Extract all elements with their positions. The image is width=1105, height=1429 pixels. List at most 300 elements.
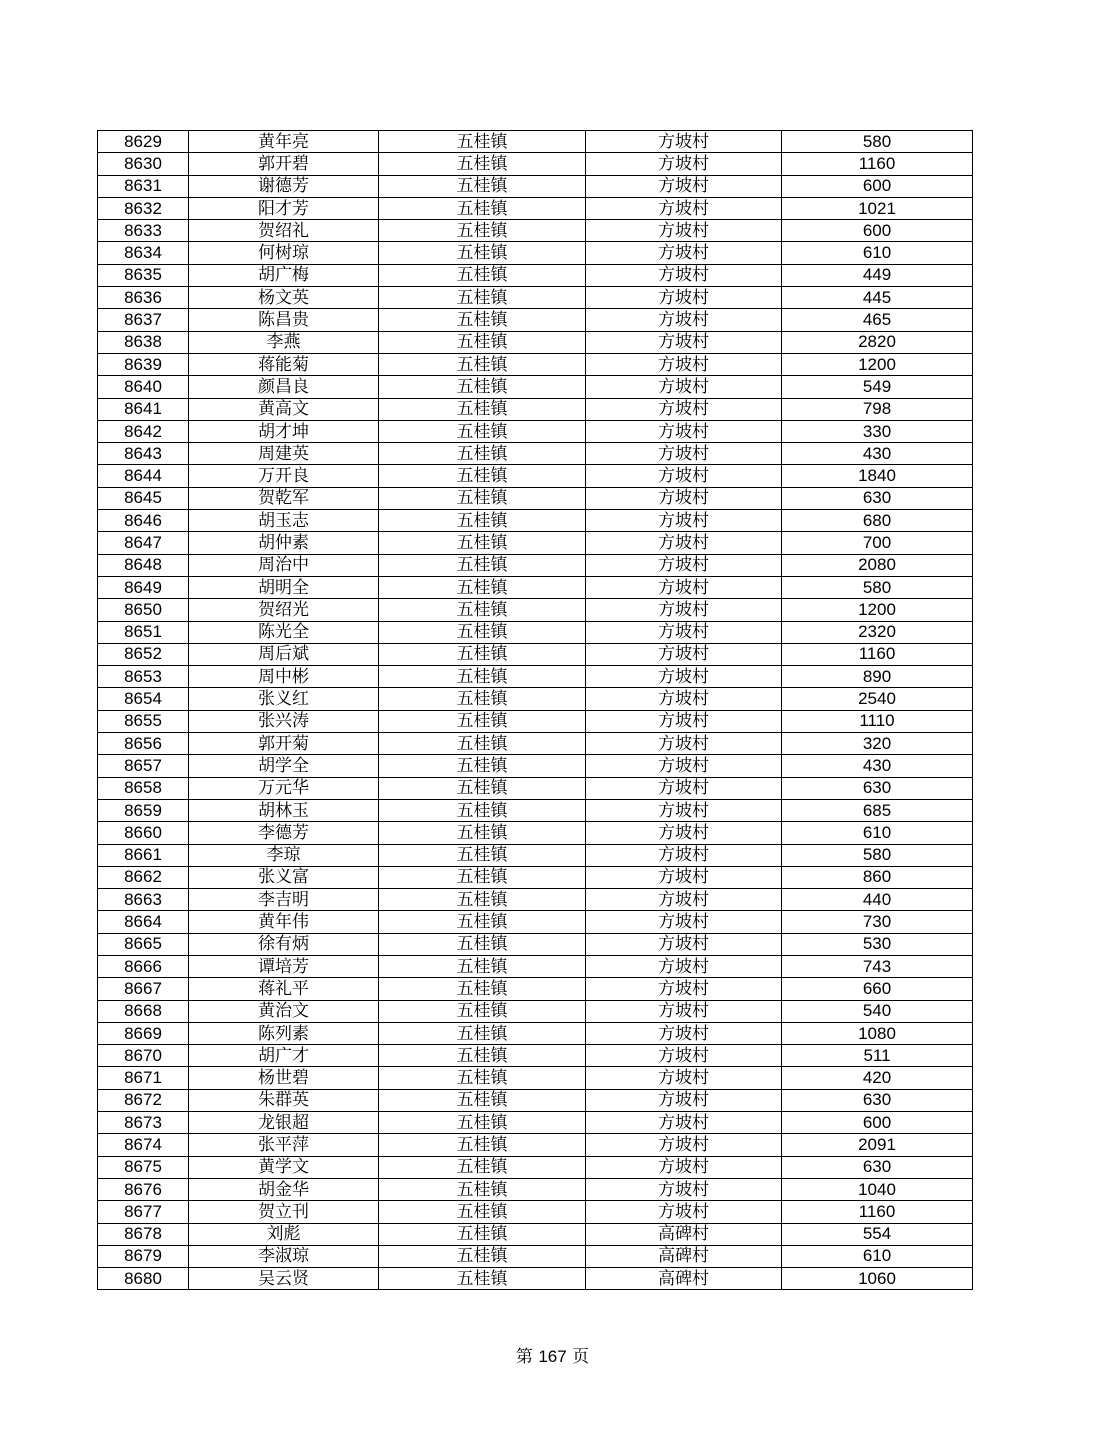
town-cell: 五桂镇 xyxy=(379,1067,586,1089)
amount-cell: 430 xyxy=(782,443,973,465)
town-cell: 五桂镇 xyxy=(379,955,586,977)
amount-cell: 630 xyxy=(782,1089,973,1111)
table-row xyxy=(98,911,973,933)
village-cell: 方坡村 xyxy=(586,1156,782,1178)
row-number-cell: 8669 xyxy=(98,1022,189,1044)
amount-cell: 580 xyxy=(782,131,973,153)
row-number-cell: 8680 xyxy=(98,1268,189,1290)
table-row xyxy=(98,822,973,844)
footer-suffix: 页 xyxy=(572,1347,590,1367)
row-number-cell: 8656 xyxy=(98,733,189,755)
table-row xyxy=(98,755,973,777)
town-cell: 五桂镇 xyxy=(379,1178,586,1200)
table-row xyxy=(98,1268,973,1290)
amount-cell: 420 xyxy=(782,1067,973,1089)
town-cell: 五桂镇 xyxy=(379,353,586,375)
village-cell: 方坡村 xyxy=(586,1201,782,1223)
amount-cell: 511 xyxy=(782,1045,973,1067)
amount-cell: 2091 xyxy=(782,1134,973,1156)
page-footer xyxy=(0,1342,1105,1367)
name-cell: 徐有炳 xyxy=(189,933,379,955)
table-row xyxy=(98,1067,973,1089)
village-cell: 方坡村 xyxy=(586,175,782,197)
town-cell: 五桂镇 xyxy=(379,309,586,331)
row-number-cell: 8671 xyxy=(98,1067,189,1089)
table-row xyxy=(98,1201,973,1223)
village-cell: 方坡村 xyxy=(586,465,782,487)
village-cell: 方坡村 xyxy=(586,866,782,888)
table-row xyxy=(98,465,973,487)
amount-cell: 610 xyxy=(782,1245,973,1267)
amount-cell: 440 xyxy=(782,889,973,911)
name-cell: 贺绍礼 xyxy=(189,220,379,242)
table-row xyxy=(98,643,973,665)
name-cell: 郭开碧 xyxy=(189,153,379,175)
village-cell: 方坡村 xyxy=(586,487,782,509)
village-cell: 方坡村 xyxy=(586,889,782,911)
table-row xyxy=(98,599,973,621)
amount-cell: 610 xyxy=(782,242,973,264)
name-cell: 胡广梅 xyxy=(189,264,379,286)
village-cell: 方坡村 xyxy=(586,153,782,175)
village-cell: 方坡村 xyxy=(586,309,782,331)
village-cell: 方坡村 xyxy=(586,955,782,977)
amount-cell: 1200 xyxy=(782,353,973,375)
table-row xyxy=(98,733,973,755)
row-number-cell: 8678 xyxy=(98,1223,189,1245)
row-number-cell: 8629 xyxy=(98,131,189,153)
village-cell: 方坡村 xyxy=(586,420,782,442)
village-cell: 方坡村 xyxy=(586,242,782,264)
town-cell: 五桂镇 xyxy=(379,666,586,688)
table-row xyxy=(98,866,973,888)
name-cell: 阳才芳 xyxy=(189,197,379,219)
amount-cell: 2540 xyxy=(782,688,973,710)
town-cell: 五桂镇 xyxy=(379,733,586,755)
amount-cell: 630 xyxy=(782,487,973,509)
village-cell: 方坡村 xyxy=(586,733,782,755)
town-cell: 五桂镇 xyxy=(379,1134,586,1156)
name-cell: 胡广才 xyxy=(189,1045,379,1067)
town-cell: 五桂镇 xyxy=(379,554,586,576)
table-row xyxy=(98,554,973,576)
table-row xyxy=(98,1112,973,1134)
name-cell: 周中彬 xyxy=(189,666,379,688)
table-row xyxy=(98,1245,973,1267)
table-row xyxy=(98,1178,973,1200)
town-cell: 五桂镇 xyxy=(379,443,586,465)
table-row xyxy=(98,777,973,799)
name-cell: 万元华 xyxy=(189,777,379,799)
footer-prefix: 第 xyxy=(515,1347,533,1367)
town-cell: 五桂镇 xyxy=(379,420,586,442)
village-cell: 方坡村 xyxy=(586,264,782,286)
table-row xyxy=(98,420,973,442)
name-cell: 李琼 xyxy=(189,844,379,866)
table-row xyxy=(98,197,973,219)
town-cell: 五桂镇 xyxy=(379,1089,586,1111)
town-cell: 五桂镇 xyxy=(379,978,586,1000)
town-cell: 五桂镇 xyxy=(379,532,586,554)
table-row xyxy=(98,799,973,821)
amount-cell: 600 xyxy=(782,1112,973,1134)
amount-cell: 660 xyxy=(782,978,973,1000)
row-number-cell: 8655 xyxy=(98,710,189,732)
town-cell: 五桂镇 xyxy=(379,376,586,398)
amount-cell: 600 xyxy=(782,175,973,197)
village-cell: 方坡村 xyxy=(586,398,782,420)
table-row xyxy=(98,1000,973,1022)
town-cell: 五桂镇 xyxy=(379,889,586,911)
village-cell: 方坡村 xyxy=(586,621,782,643)
row-number-cell: 8637 xyxy=(98,309,189,331)
name-cell: 谭培芳 xyxy=(189,955,379,977)
amount-cell: 890 xyxy=(782,666,973,688)
table-row xyxy=(98,287,973,309)
amount-cell: 430 xyxy=(782,755,973,777)
row-number-cell: 8654 xyxy=(98,688,189,710)
row-number-cell: 8630 xyxy=(98,153,189,175)
row-number-cell: 8658 xyxy=(98,777,189,799)
town-cell: 五桂镇 xyxy=(379,175,586,197)
town-cell: 五桂镇 xyxy=(379,599,586,621)
row-number-cell: 8642 xyxy=(98,420,189,442)
name-cell: 贺乾军 xyxy=(189,487,379,509)
table-row xyxy=(98,1045,973,1067)
row-number-cell: 8653 xyxy=(98,666,189,688)
amount-cell: 580 xyxy=(782,576,973,598)
row-number-cell: 8660 xyxy=(98,822,189,844)
village-cell: 方坡村 xyxy=(586,220,782,242)
amount-cell: 680 xyxy=(782,510,973,532)
town-cell: 五桂镇 xyxy=(379,287,586,309)
row-number-cell: 8652 xyxy=(98,643,189,665)
table-body xyxy=(98,131,973,1290)
village-cell: 方坡村 xyxy=(586,688,782,710)
name-cell: 蒋礼平 xyxy=(189,978,379,1000)
table-row xyxy=(98,621,973,643)
row-number-cell: 8675 xyxy=(98,1156,189,1178)
village-cell: 方坡村 xyxy=(586,777,782,799)
name-cell: 张义富 xyxy=(189,866,379,888)
name-cell: 黄高文 xyxy=(189,398,379,420)
name-cell: 贺绍光 xyxy=(189,599,379,621)
name-cell: 胡金华 xyxy=(189,1178,379,1200)
row-number-cell: 8670 xyxy=(98,1045,189,1067)
town-cell: 五桂镇 xyxy=(379,822,586,844)
row-number-cell: 8665 xyxy=(98,933,189,955)
table-row xyxy=(98,889,973,911)
name-cell: 张义红 xyxy=(189,688,379,710)
name-cell: 贺立刊 xyxy=(189,1201,379,1223)
table-row xyxy=(98,264,973,286)
name-cell: 李吉明 xyxy=(189,889,379,911)
village-cell: 方坡村 xyxy=(586,710,782,732)
name-cell: 杨世碧 xyxy=(189,1067,379,1089)
table-row xyxy=(98,688,973,710)
name-cell: 周后斌 xyxy=(189,643,379,665)
amount-cell: 1040 xyxy=(782,1178,973,1200)
village-cell: 方坡村 xyxy=(586,666,782,688)
town-cell: 五桂镇 xyxy=(379,1201,586,1223)
row-number-cell: 8651 xyxy=(98,621,189,643)
amount-cell: 465 xyxy=(782,309,973,331)
village-cell: 方坡村 xyxy=(586,1022,782,1044)
town-cell: 五桂镇 xyxy=(379,510,586,532)
amount-cell: 2820 xyxy=(782,331,973,353)
name-cell: 胡玉志 xyxy=(189,510,379,532)
row-number-cell: 8659 xyxy=(98,799,189,821)
row-number-cell: 8638 xyxy=(98,331,189,353)
table-row xyxy=(98,398,973,420)
village-cell: 方坡村 xyxy=(586,1112,782,1134)
village-cell: 方坡村 xyxy=(586,844,782,866)
row-number-cell: 8645 xyxy=(98,487,189,509)
village-cell: 方坡村 xyxy=(586,554,782,576)
row-number-cell: 8666 xyxy=(98,955,189,977)
village-cell: 方坡村 xyxy=(586,1089,782,1111)
village-cell: 方坡村 xyxy=(586,978,782,1000)
town-cell: 五桂镇 xyxy=(379,1112,586,1134)
amount-cell: 700 xyxy=(782,532,973,554)
village-cell: 方坡村 xyxy=(586,933,782,955)
amount-cell: 1080 xyxy=(782,1022,973,1044)
row-number-cell: 8634 xyxy=(98,242,189,264)
town-cell: 五桂镇 xyxy=(379,844,586,866)
town-cell: 五桂镇 xyxy=(379,331,586,353)
amount-cell: 580 xyxy=(782,844,973,866)
name-cell: 周治中 xyxy=(189,554,379,576)
town-cell: 五桂镇 xyxy=(379,153,586,175)
amount-cell: 445 xyxy=(782,287,973,309)
row-number-cell: 8679 xyxy=(98,1245,189,1267)
town-cell: 五桂镇 xyxy=(379,777,586,799)
town-cell: 五桂镇 xyxy=(379,1045,586,1067)
name-cell: 万开良 xyxy=(189,465,379,487)
village-cell: 方坡村 xyxy=(586,510,782,532)
town-cell: 五桂镇 xyxy=(379,799,586,821)
village-cell: 方坡村 xyxy=(586,822,782,844)
table-row xyxy=(98,376,973,398)
row-number-cell: 8663 xyxy=(98,889,189,911)
amount-cell: 743 xyxy=(782,955,973,977)
name-cell: 郭开菊 xyxy=(189,733,379,755)
amount-cell: 540 xyxy=(782,1000,973,1022)
table-row xyxy=(98,933,973,955)
name-cell: 龙银超 xyxy=(189,1112,379,1134)
amount-cell: 1160 xyxy=(782,643,973,665)
town-cell: 五桂镇 xyxy=(379,710,586,732)
table-row xyxy=(98,510,973,532)
village-cell: 方坡村 xyxy=(586,1178,782,1200)
table-row xyxy=(98,1156,973,1178)
amount-cell: 860 xyxy=(782,866,973,888)
amount-cell: 1160 xyxy=(782,1201,973,1223)
town-cell: 五桂镇 xyxy=(379,621,586,643)
village-cell: 方坡村 xyxy=(586,331,782,353)
amount-cell: 449 xyxy=(782,264,973,286)
row-number-cell: 8641 xyxy=(98,398,189,420)
village-cell: 方坡村 xyxy=(586,131,782,153)
table-row xyxy=(98,576,973,598)
amount-cell: 1160 xyxy=(782,153,973,175)
amount-cell: 798 xyxy=(782,398,973,420)
town-cell: 五桂镇 xyxy=(379,1223,586,1245)
name-cell: 李德芳 xyxy=(189,822,379,844)
name-cell: 蒋能菊 xyxy=(189,353,379,375)
name-cell: 吴云贤 xyxy=(189,1268,379,1290)
name-cell: 何树琼 xyxy=(189,242,379,264)
village-cell: 方坡村 xyxy=(586,532,782,554)
name-cell: 李淑琼 xyxy=(189,1245,379,1267)
row-number-cell: 8633 xyxy=(98,220,189,242)
village-cell: 方坡村 xyxy=(586,576,782,598)
row-number-cell: 8676 xyxy=(98,1178,189,1200)
name-cell: 张兴涛 xyxy=(189,710,379,732)
name-cell: 胡才坤 xyxy=(189,420,379,442)
village-cell: 方坡村 xyxy=(586,353,782,375)
amount-cell: 554 xyxy=(782,1223,973,1245)
town-cell: 五桂镇 xyxy=(379,264,586,286)
row-number-cell: 8631 xyxy=(98,175,189,197)
table-row xyxy=(98,1022,973,1044)
amount-cell: 630 xyxy=(782,777,973,799)
amount-cell: 1840 xyxy=(782,465,973,487)
row-number-cell: 8643 xyxy=(98,443,189,465)
name-cell: 杨文英 xyxy=(189,287,379,309)
village-cell: 方坡村 xyxy=(586,1045,782,1067)
row-number-cell: 8640 xyxy=(98,376,189,398)
row-number-cell: 8668 xyxy=(98,1000,189,1022)
name-cell: 黄治文 xyxy=(189,1000,379,1022)
table-row xyxy=(98,220,973,242)
town-cell: 五桂镇 xyxy=(379,1022,586,1044)
town-cell: 五桂镇 xyxy=(379,866,586,888)
amount-cell: 1060 xyxy=(782,1268,973,1290)
table-row xyxy=(98,844,973,866)
name-cell: 谢德芳 xyxy=(189,175,379,197)
amount-cell: 330 xyxy=(782,420,973,442)
table-row xyxy=(98,153,973,175)
village-cell: 方坡村 xyxy=(586,287,782,309)
amount-cell: 610 xyxy=(782,822,973,844)
row-number-cell: 8667 xyxy=(98,978,189,1000)
town-cell: 五桂镇 xyxy=(379,487,586,509)
row-number-cell: 8636 xyxy=(98,287,189,309)
row-number-cell: 8673 xyxy=(98,1112,189,1134)
amount-cell: 630 xyxy=(782,1156,973,1178)
town-cell: 五桂镇 xyxy=(379,398,586,420)
name-cell: 颜昌良 xyxy=(189,376,379,398)
name-cell: 胡明全 xyxy=(189,576,379,598)
table-row xyxy=(98,131,973,153)
village-cell: 高碑村 xyxy=(586,1245,782,1267)
village-cell: 方坡村 xyxy=(586,1067,782,1089)
village-cell: 高碑村 xyxy=(586,1268,782,1290)
town-cell: 五桂镇 xyxy=(379,688,586,710)
town-cell: 五桂镇 xyxy=(379,755,586,777)
row-number-cell: 8664 xyxy=(98,911,189,933)
name-cell: 陈昌贵 xyxy=(189,309,379,331)
name-cell: 陈光全 xyxy=(189,621,379,643)
table-row xyxy=(98,1134,973,1156)
row-number-cell: 8662 xyxy=(98,866,189,888)
row-number-cell: 8661 xyxy=(98,844,189,866)
town-cell: 五桂镇 xyxy=(379,911,586,933)
name-cell: 胡仲素 xyxy=(189,532,379,554)
village-cell: 高碑村 xyxy=(586,1223,782,1245)
page-number: 167 xyxy=(538,1347,567,1366)
row-number-cell: 8635 xyxy=(98,264,189,286)
table-row xyxy=(98,1223,973,1245)
table-row xyxy=(98,443,973,465)
town-cell: 五桂镇 xyxy=(379,1268,586,1290)
name-cell: 黄年亮 xyxy=(189,131,379,153)
town-cell: 五桂镇 xyxy=(379,220,586,242)
village-cell: 方坡村 xyxy=(586,911,782,933)
row-number-cell: 8648 xyxy=(98,554,189,576)
table-row xyxy=(98,175,973,197)
amount-cell: 730 xyxy=(782,911,973,933)
town-cell: 五桂镇 xyxy=(379,643,586,665)
village-cell: 方坡村 xyxy=(586,1000,782,1022)
table-row xyxy=(98,532,973,554)
data-table xyxy=(97,130,973,1290)
table-row xyxy=(98,353,973,375)
row-number-cell: 8646 xyxy=(98,510,189,532)
town-cell: 五桂镇 xyxy=(379,1000,586,1022)
name-cell: 刘彪 xyxy=(189,1223,379,1245)
village-cell: 方坡村 xyxy=(586,755,782,777)
name-cell: 胡林玉 xyxy=(189,799,379,821)
row-number-cell: 8674 xyxy=(98,1134,189,1156)
table-row xyxy=(98,978,973,1000)
amount-cell: 1021 xyxy=(782,197,973,219)
row-number-cell: 8649 xyxy=(98,576,189,598)
amount-cell: 2320 xyxy=(782,621,973,643)
table-row xyxy=(98,710,973,732)
village-cell: 方坡村 xyxy=(586,1134,782,1156)
village-cell: 方坡村 xyxy=(586,376,782,398)
row-number-cell: 8650 xyxy=(98,599,189,621)
town-cell: 五桂镇 xyxy=(379,1245,586,1267)
village-cell: 方坡村 xyxy=(586,643,782,665)
amount-cell: 530 xyxy=(782,933,973,955)
table-row xyxy=(98,1089,973,1111)
table-row xyxy=(98,955,973,977)
name-cell: 黄年伟 xyxy=(189,911,379,933)
name-cell: 黄学文 xyxy=(189,1156,379,1178)
amount-cell: 320 xyxy=(782,733,973,755)
row-number-cell: 8672 xyxy=(98,1089,189,1111)
town-cell: 五桂镇 xyxy=(379,131,586,153)
amount-cell: 685 xyxy=(782,799,973,821)
town-cell: 五桂镇 xyxy=(379,242,586,264)
town-cell: 五桂镇 xyxy=(379,1156,586,1178)
table-row xyxy=(98,666,973,688)
amount-cell: 600 xyxy=(782,220,973,242)
row-number-cell: 8657 xyxy=(98,755,189,777)
row-number-cell: 8647 xyxy=(98,532,189,554)
table-row xyxy=(98,331,973,353)
row-number-cell: 8677 xyxy=(98,1201,189,1223)
town-cell: 五桂镇 xyxy=(379,576,586,598)
name-cell: 胡学全 xyxy=(189,755,379,777)
row-number-cell: 8639 xyxy=(98,353,189,375)
name-cell: 陈列素 xyxy=(189,1022,379,1044)
village-cell: 方坡村 xyxy=(586,197,782,219)
amount-cell: 549 xyxy=(782,376,973,398)
